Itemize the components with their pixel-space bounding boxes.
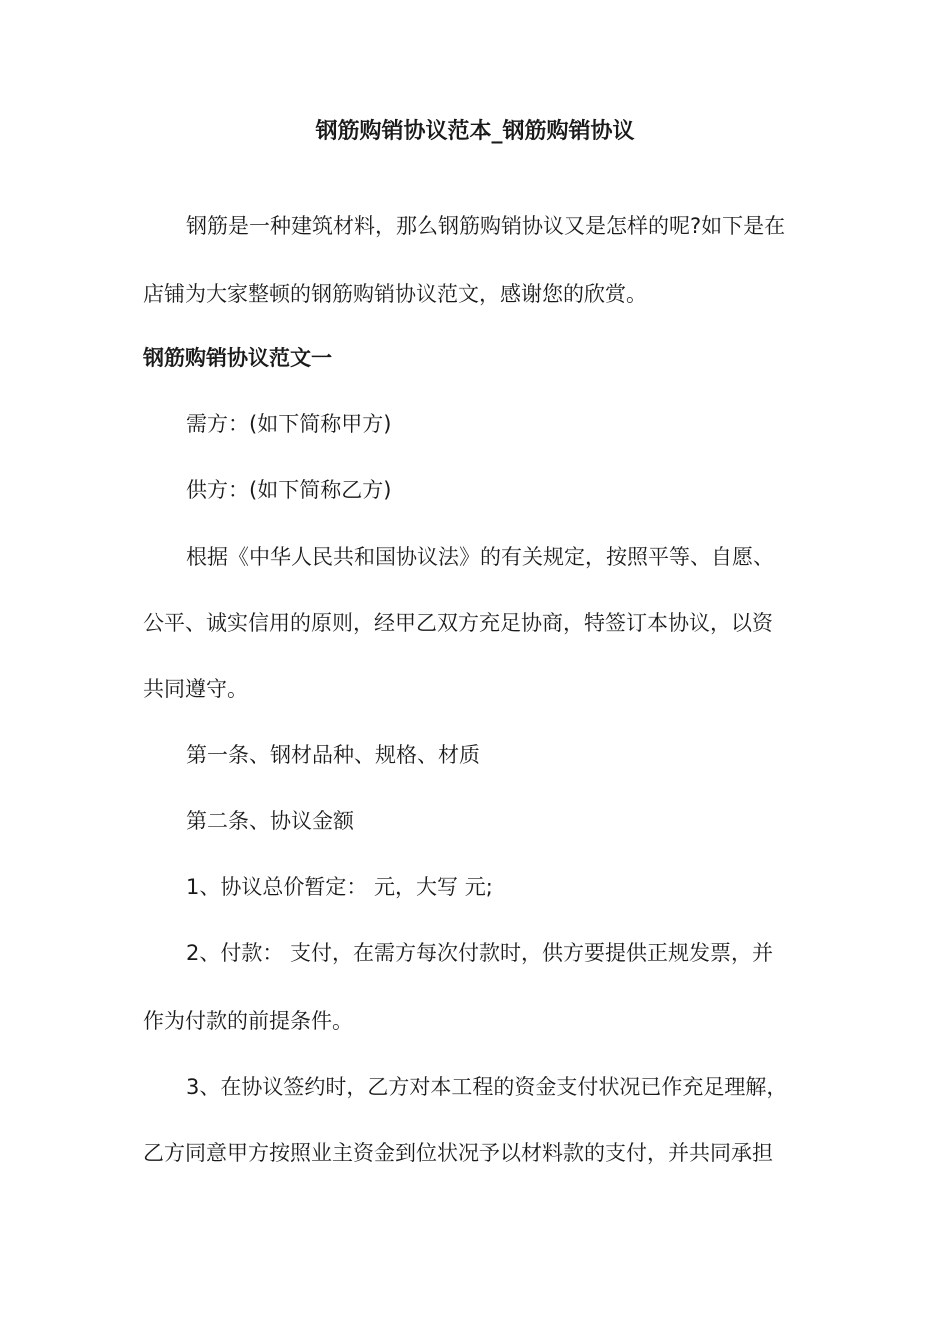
paragraph-line: 3、在协议签约时，乙方对本工程的资金支付状况已作充足理解， [186, 1075, 788, 1099]
paragraph-line: 第一条、钢材品种、规格、材质 [186, 743, 480, 767]
paragraph-line: 1、协议总价暂定： 元，大写 元; [186, 875, 493, 899]
document-title: 钢筋购销协议范本_钢筋购销协议 [315, 119, 635, 144]
paragraph-line: 店铺为大家整顿的钢筋购销协议范文，感谢您的欣赏。 [143, 282, 647, 306]
paragraph-line: 乙方同意甲方按照业主资金到位状况予以材料款的支付，并共同承担 [143, 1141, 773, 1165]
paragraph-line: 供方：(如下简称乙方) [186, 478, 392, 502]
paragraph-line: 作为付款的前提条件。 [143, 1009, 353, 1033]
paragraph-line: 钢筋是一种建筑材料，那么钢筋购销协议又是怎样的呢?如下是在 [186, 214, 786, 238]
paragraph-line: 需方：(如下简称甲方) [186, 412, 392, 436]
paragraph-line: 共同遵守。 [143, 677, 248, 701]
section-heading: 钢筋购销协议范文一 [143, 346, 332, 370]
paragraph-line: 公平、诚实信用的原则，经甲乙双方充足协商，特签订本协议，以资 [143, 611, 773, 635]
paragraph-line: 第二条、协议金额 [186, 809, 354, 833]
paragraph-line: 根据《中华人民共和国协议法》的有关规定，按照平等、自愿、 [186, 545, 774, 569]
paragraph-line: 2、付款： 支付，在需方每次付款时，供方要提供正规发票，并 [186, 941, 774, 965]
